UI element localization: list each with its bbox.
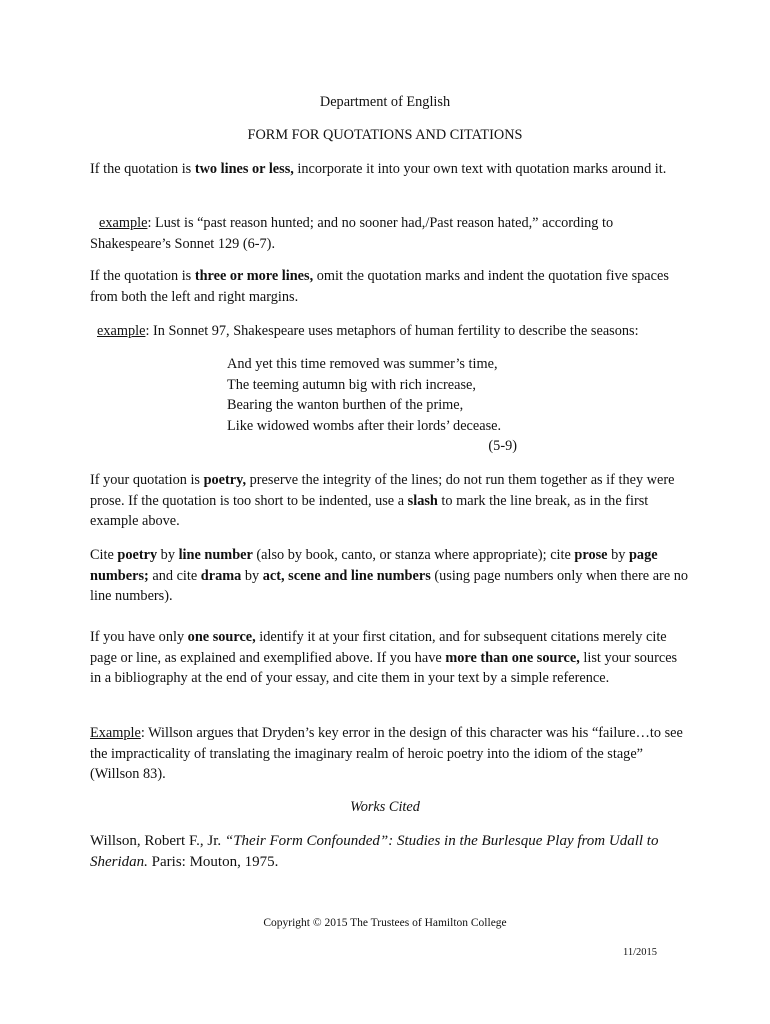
rule-poetry bbox=[90, 470, 690, 532]
rule-sources bbox=[90, 627, 690, 689]
example-text: : Lust is “past reason hunted; and no sooner had,/Past reason hated,” according to Shakespeare’s Sonnet 129 (6-7). bbox=[90, 215, 614, 252]
rule-text: list your sources in a bibliography at the end of your essay, and cite them in your text by a simple reference. bbox=[90, 649, 678, 686]
poem-line: The teeming autumn big with rich increase, bbox=[227, 376, 476, 393]
rule-emphasis: drama bbox=[200, 567, 242, 584]
works-cited-entry bbox=[90, 831, 690, 873]
citation-publication: Paris: Mouton, 1975. bbox=[147, 854, 279, 870]
example-sonnet-129 bbox=[90, 213, 690, 254]
rule-emphasis: two lines or less, bbox=[194, 161, 294, 177]
rule-emphasis: line number bbox=[178, 547, 253, 563]
poem-line: And yet this time removed was summer’s time, bbox=[227, 356, 498, 372]
poem-line: Bearing the wanton burthen of the prime, bbox=[227, 397, 464, 413]
department-heading: Department of English bbox=[319, 94, 451, 110]
rule-text: Cite bbox=[90, 547, 118, 563]
example-sonnet-97 bbox=[97, 321, 697, 342]
example-label: Example bbox=[90, 725, 141, 741]
poem-line-citation: (5-9) bbox=[488, 438, 517, 454]
rule-emphasis: slash bbox=[407, 492, 438, 509]
rule-text: preserve the integrity of the lines; do not run them together as if they were prose. If the quotation is too short to be indented, use a bbox=[90, 472, 675, 509]
rule-text: by bbox=[241, 567, 263, 584]
page-title: FORM FOR QUOTATIONS AND CITATIONS bbox=[247, 127, 523, 143]
footer-date: 11/2015 bbox=[622, 947, 657, 958]
rule-text: omit the quotation marks and indent the quotation five spaces from both the left and right margins. bbox=[90, 268, 669, 305]
rule-text: If your quotation is bbox=[90, 472, 204, 488]
works-cited-heading bbox=[0, 797, 770, 818]
example-text: : In Sonnet 97, Shakespeare uses metaphors of human fertility to describe the seasons: bbox=[145, 323, 639, 339]
rule-emphasis: prose bbox=[574, 547, 608, 563]
copyright-footer: Copyright © 2015 The Trustees of Hamilton College bbox=[263, 917, 507, 929]
rule-text: to mark the line break, as in the first example above. bbox=[90, 492, 649, 529]
rule-text: by bbox=[607, 547, 629, 563]
rule-text: If the quotation is bbox=[90, 268, 195, 284]
rule-text: identify it at your first citation, and for subsequent citations merely cite page or line, as explained and exemplified above. If you have bbox=[90, 629, 667, 666]
citation-title: “Their Form Confounded”: Studies in the Burlesque Play from Udall to Sheridan. bbox=[90, 833, 659, 870]
rule-text: incorporate it into your own text with quotation marks around it. bbox=[293, 161, 667, 177]
citation-author: Willson, Robert F., Jr. bbox=[90, 833, 225, 849]
poem-line: Like widowed wombs after their lords’ decease. bbox=[227, 417, 502, 434]
example-willson bbox=[90, 723, 690, 785]
works-cited-title: Works Cited bbox=[350, 799, 420, 815]
rule-emphasis: act, scene and line numbers bbox=[262, 567, 431, 584]
example-text: : Willson argues that Dryden’s key error in the design of this character was his “failure…to see the impracticality of translating the imaginary realm of heroic poetry into the idiom of the stage” (Willson 83). bbox=[90, 725, 683, 782]
rule-three-lines bbox=[90, 266, 690, 307]
example-label: example bbox=[99, 215, 148, 231]
rule-emphasis: poetry, bbox=[203, 472, 247, 488]
rule-text: and cite bbox=[148, 567, 201, 584]
rule-emphasis: more than one source, bbox=[445, 649, 580, 666]
indented-quotation bbox=[227, 354, 527, 457]
rule-two-lines bbox=[90, 159, 690, 180]
rule-text: by bbox=[157, 547, 179, 563]
rule-emphasis: page numbers; bbox=[90, 547, 658, 584]
rule-emphasis: three or more lines, bbox=[194, 268, 314, 284]
rule-text: If the quotation is bbox=[90, 161, 195, 177]
rule-text: If you have only bbox=[90, 629, 188, 645]
rule-emphasis: one source, bbox=[187, 629, 256, 645]
rule-citation-forms bbox=[90, 545, 690, 607]
rule-text: (also by book, canto, or stanza where appropriate); cite bbox=[252, 547, 575, 563]
rule-emphasis: poetry bbox=[117, 547, 158, 563]
example-label: example bbox=[97, 323, 146, 339]
rule-text: (using page numbers only when there are no line numbers). bbox=[90, 567, 689, 604]
